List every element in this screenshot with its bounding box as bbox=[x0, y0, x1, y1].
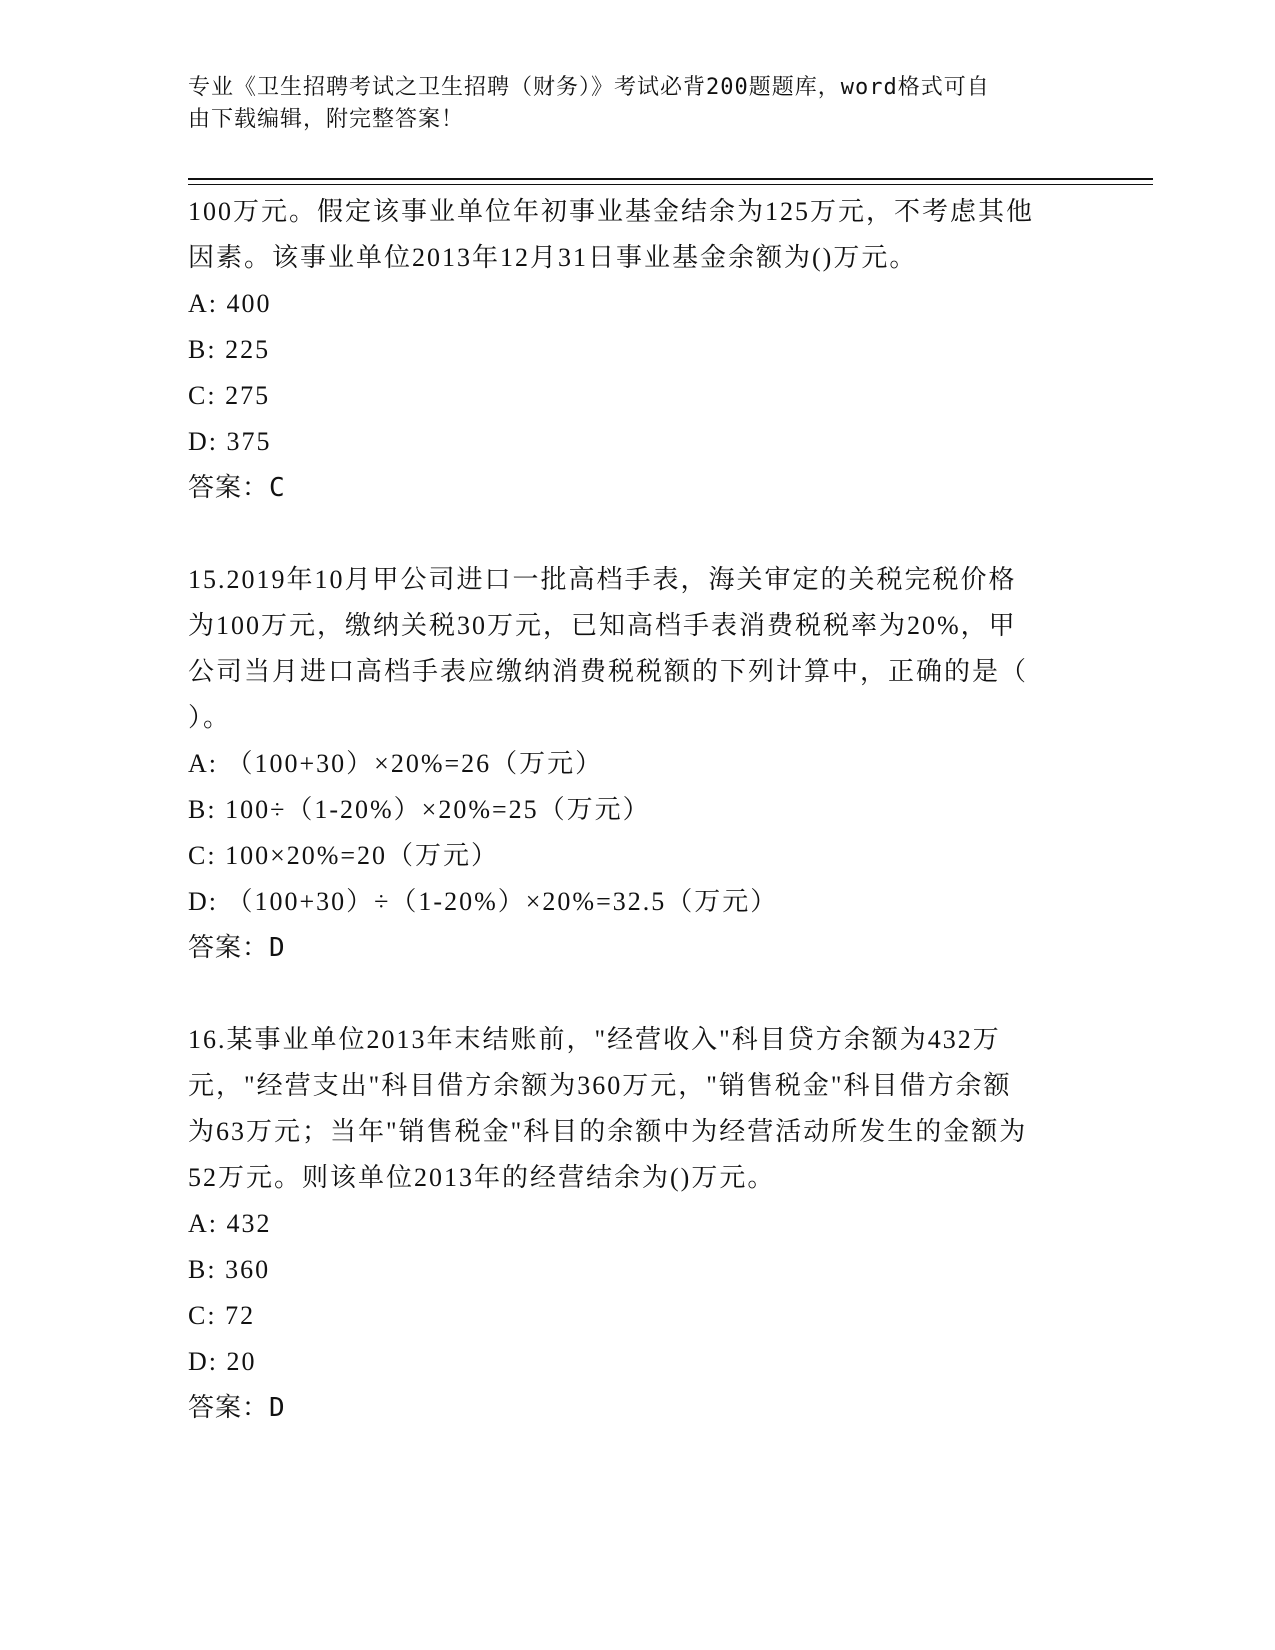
header-divider-thin bbox=[188, 184, 1153, 185]
option-c: C: 100×20%=20（万元） bbox=[188, 841, 500, 870]
question-line: 元，"经营支出"科目借方余额为360万元，"销售税金"科目借方余额 bbox=[188, 1071, 1012, 1100]
question-list bbox=[188, 189, 1088, 1431]
question-line: 因素。该事业单位2013年12月31日事业基金余额为()万元。 bbox=[188, 243, 918, 272]
option-b: B: 100÷（1-20%）×20%=25（万元） bbox=[188, 795, 651, 824]
question-text bbox=[188, 189, 1088, 281]
question-item bbox=[188, 557, 1088, 971]
document-header bbox=[188, 72, 1088, 136]
question-line: 为63万元；当年"销售税金"科目的余额中为经营活动所发生的金额为 bbox=[188, 1117, 1028, 1146]
answer: 答案：D bbox=[188, 933, 286, 963]
option-d: D: （100+30）÷（1-20%）×20%=32.5（万元） bbox=[188, 887, 779, 916]
option-a: A: 400 bbox=[188, 289, 272, 318]
question-line: 16.某事业单位2013年末结账前，"经营收入"科目贷方余额为432万 bbox=[188, 1025, 1001, 1054]
question-item bbox=[188, 1017, 1088, 1431]
option-c: C: 275 bbox=[188, 381, 271, 410]
option-a: A: （100+30）×20%=26（万元） bbox=[188, 749, 604, 778]
header-line-1: 专业《卫生招聘考试之卫生招聘（财务）》考试必背200题题库，word格式可自 bbox=[188, 75, 990, 100]
option-d: D: 20 bbox=[188, 1347, 257, 1376]
question-text bbox=[188, 557, 1088, 741]
question-line: 15.2019年10月甲公司进口一批高档手表，海关审定的关税完税价格 bbox=[188, 565, 1017, 594]
option-d: D: 375 bbox=[188, 427, 272, 456]
spacer bbox=[188, 511, 1088, 557]
question-line: 52万元。则该单位2013年的经营结余为()万元。 bbox=[188, 1163, 776, 1192]
header-line-2: 由下载编辑，附完整答案！ bbox=[188, 107, 465, 132]
option-b: B: 360 bbox=[188, 1255, 271, 1284]
answer: 答案：D bbox=[188, 1393, 286, 1423]
header-divider-thick bbox=[188, 178, 1153, 180]
question-item bbox=[188, 189, 1088, 511]
option-c: C: 72 bbox=[188, 1301, 256, 1330]
question-line: ）。 bbox=[188, 703, 232, 732]
question-line: 100万元。假定该事业单位年初事业基金结余为125万元，不考虑其他 bbox=[188, 197, 1035, 226]
spacer bbox=[188, 971, 1088, 1017]
answer: 答案：C bbox=[188, 473, 286, 503]
question-text bbox=[188, 1017, 1088, 1201]
option-a: A: 432 bbox=[188, 1209, 272, 1238]
option-b: B: 225 bbox=[188, 335, 271, 364]
question-line: 公司当月进口高档手表应缴纳消费税税额的下列计算中，正确的是（ bbox=[188, 657, 1029, 686]
question-line: 为100万元，缴纳关税30万元，已知高档手表消费税税率为20%，甲 bbox=[188, 611, 1017, 640]
